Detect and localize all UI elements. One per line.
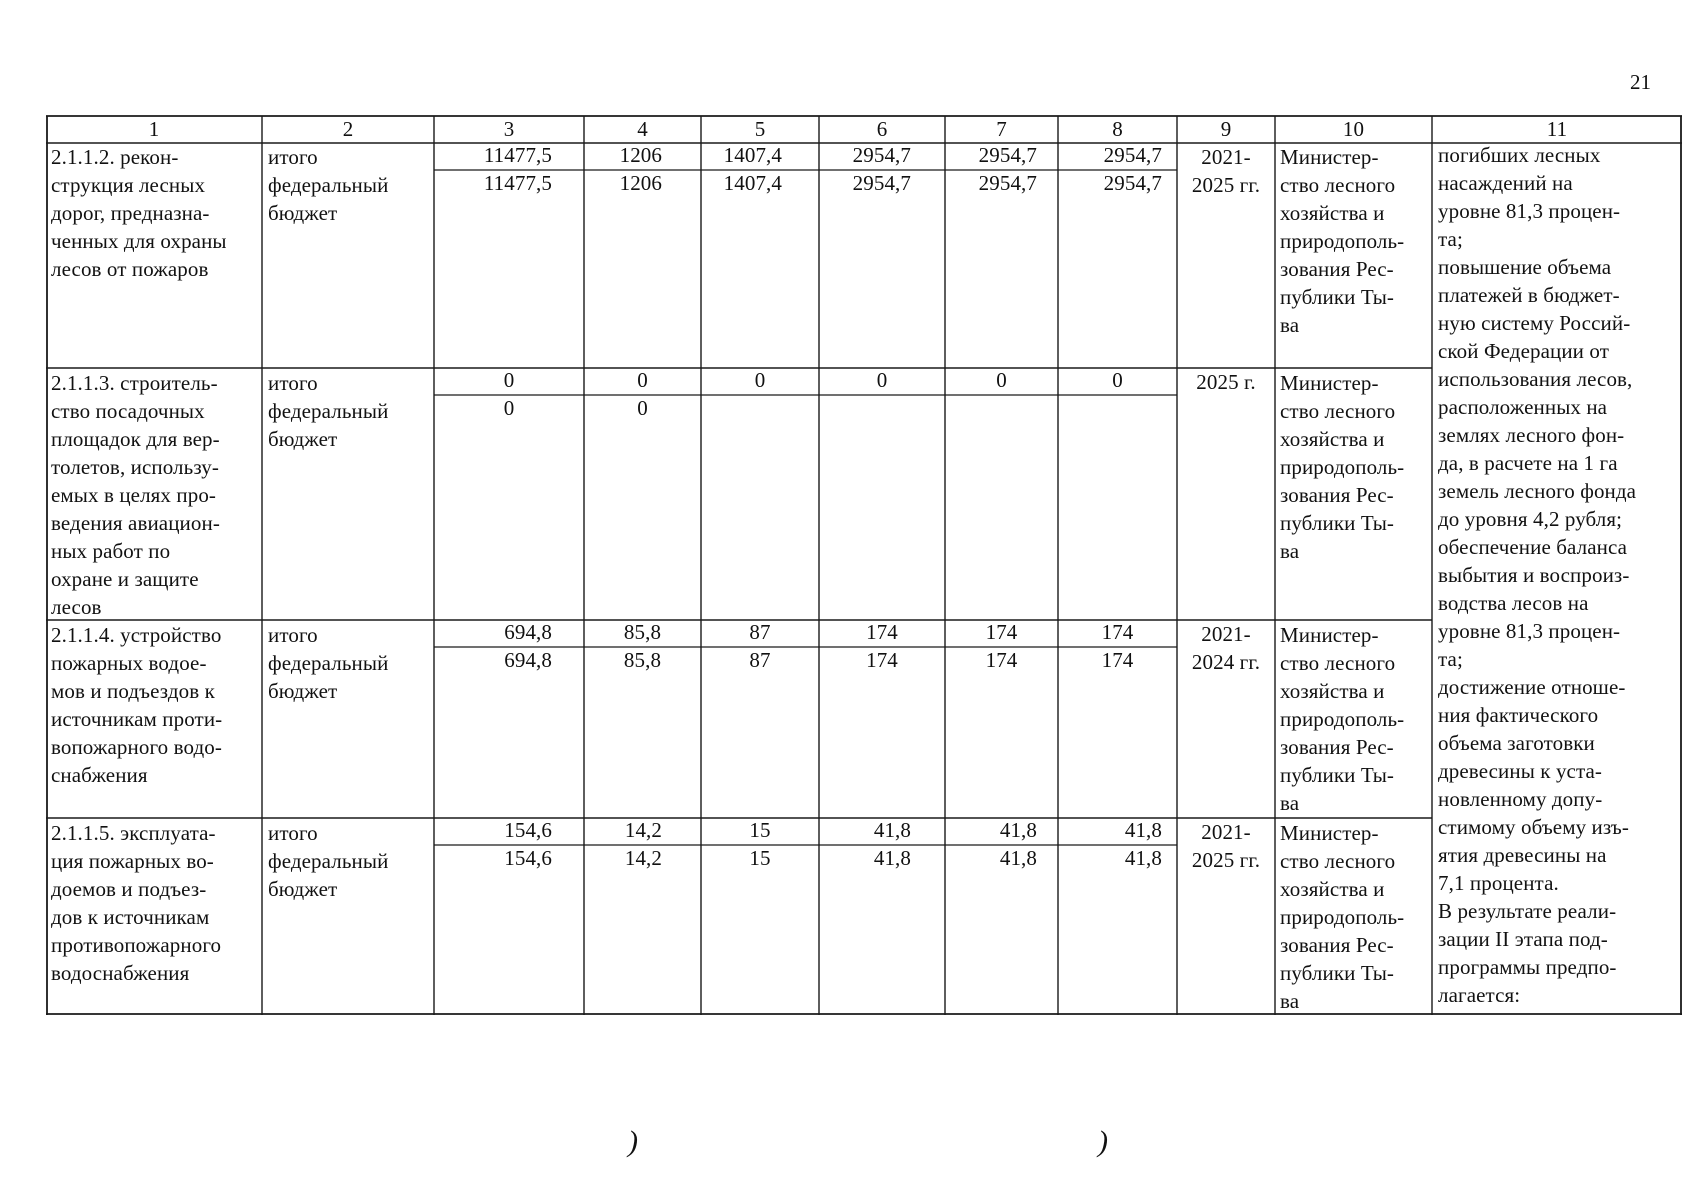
total-label: итого [268, 623, 318, 647]
activity-2-1-1-4: 2.1.1.4. устройство пожарных водое- мов и подъездов к источникам проти- вопожарного водо- снабжения [51, 623, 223, 787]
executor: Министер- ство лесного хозяйства и природополь- зования Рес- публики Ты- ва [1280, 623, 1405, 815]
total-value: 0 [1112, 368, 1123, 392]
total-value: 2954,7 [978, 143, 1037, 167]
total-value: 14,2 [624, 818, 662, 842]
federal-budget-label: федеральный бюджет [268, 849, 389, 901]
federal-value: 0 [637, 396, 648, 420]
total-value: 1206 [619, 143, 662, 167]
total-value: 2954,7 [852, 143, 911, 167]
header-col-2: 2 [342, 117, 354, 141]
federal-value: 174 [985, 648, 1018, 672]
federal-value: 174 [866, 648, 898, 672]
total-label: итого [268, 821, 318, 845]
bottom-mark-left: ) [628, 1125, 638, 1158]
federal-value: 174 [1101, 648, 1134, 672]
total-value: 154,6 [504, 818, 552, 842]
total-value: 11477,5 [483, 143, 552, 167]
program-table [46, 115, 1682, 1015]
total-value: 87 [749, 620, 771, 644]
total-value: 1407,4 [723, 143, 782, 167]
federal-value: 1206 [619, 171, 662, 195]
total-value: 174 [866, 620, 898, 644]
federal-budget-label: федеральный бюджет [268, 651, 389, 703]
federal-value: 1407,4 [723, 171, 782, 195]
header-col-7: 7 [996, 117, 1007, 141]
header-col-10: 10 [1342, 117, 1365, 141]
header-col-9: 9 [1220, 117, 1232, 141]
federal-value: 2954,7 [1103, 171, 1162, 195]
federal-value: 154,6 [504, 846, 552, 870]
total-label: итого [268, 145, 318, 169]
page-number: 21 [1630, 70, 1651, 94]
total-value: 15 [749, 818, 771, 842]
total-label: итого [268, 371, 318, 395]
total-value: 0 [996, 368, 1007, 392]
activity-2-1-1-3: 2.1.1.3. строитель- ство посадочных площадок для вер- толетов, использу- емых в целях про- ведения авиацион- ных работ по охране и защите лесов [51, 371, 220, 619]
total-value: 85,8 [623, 620, 662, 644]
total-value: 174 [985, 620, 1018, 644]
total-value: 0 [637, 368, 648, 392]
total-value: 2954,7 [1103, 143, 1162, 167]
federal-value: 2954,7 [978, 171, 1037, 195]
period: 2021- 2025 гг. [1191, 145, 1261, 197]
activity-2-1-1-5: 2.1.1.5. эксплуата- ция пожарных во- доемов и подъез- дов к источникам противопожарного водоснабжения [51, 821, 222, 985]
federal-value: 14,2 [624, 846, 662, 870]
total-value: 41,8 [999, 818, 1037, 842]
period: 2025 г. [1196, 370, 1256, 394]
header-col-4: 4 [637, 117, 648, 141]
period: 2021- 2025 гг. [1191, 820, 1261, 872]
federal-value: 41,8 [1124, 846, 1162, 870]
federal-budget-label: федеральный бюджет [268, 399, 389, 451]
federal-value: 85,8 [623, 648, 662, 672]
federal-budget-label: федеральный бюджет [268, 173, 389, 225]
total-value: 0 [754, 368, 766, 392]
header-col-5: 5 [754, 117, 766, 141]
header-col-3: 3 [503, 117, 515, 141]
bottom-mark-right: ) [1098, 1125, 1108, 1158]
federal-value: 41,8 [999, 846, 1037, 870]
federal-value: 11477,5 [483, 171, 552, 195]
header-col-8: 8 [1112, 117, 1123, 141]
total-value: 0 [503, 368, 515, 392]
total-value: 41,8 [873, 818, 911, 842]
federal-value: 87 [749, 648, 771, 672]
executor: Министер- ство лесного хозяйства и природополь- зования Рес- публики Ты- ва [1280, 821, 1405, 1013]
federal-value: 15 [749, 846, 771, 870]
executor: Министер- ство лесного хозяйства и природополь- зования Рес- публики Ты- ва [1280, 145, 1405, 337]
federal-value: 41,8 [873, 846, 911, 870]
header-col-6: 6 [876, 117, 888, 141]
executor: Министер- ство лесного хозяйства и природополь- зования Рес- публики Ты- ва [1280, 371, 1405, 563]
federal-value: 0 [503, 396, 515, 420]
total-value: 41,8 [1124, 818, 1162, 842]
header-col-1: 1 [148, 117, 160, 141]
total-value: 174 [1101, 620, 1134, 644]
expected-results-text: погибших лесных насаждений на уровне 81,3 процен- та; повышение объема платежей в бюджет- ную систему Россий- ской Федерации от использования лесов, расположенных на землях лесного фон- да, в расчете на 1 га земель лесного фонда до уровня 4,2 рубля; обеспечение баланса выбытия и воспроиз- водства лесов на уровне 81,3 процен- та; достижение отноше- ния фактического объема заготовки древесины к уста- новленному допу- стимому объему изъ- ятия древесины на 7,1 процента. В результате реали- зации II этапа под- программы предпо- лагается: [1438, 143, 1637, 1007]
federal-value: 694,8 [504, 648, 552, 672]
period: 2021- 2024 гг. [1191, 622, 1261, 674]
total-value: 694,8 [504, 620, 552, 644]
total-value: 0 [876, 368, 888, 392]
activity-2-1-1-2: 2.1.1.2. рекон- струкция лесных дорог, предназна- ченных для охраны лесов от пожаров [51, 145, 227, 281]
federal-value: 2954,7 [852, 171, 911, 195]
header-col-11: 11 [1546, 117, 1568, 141]
